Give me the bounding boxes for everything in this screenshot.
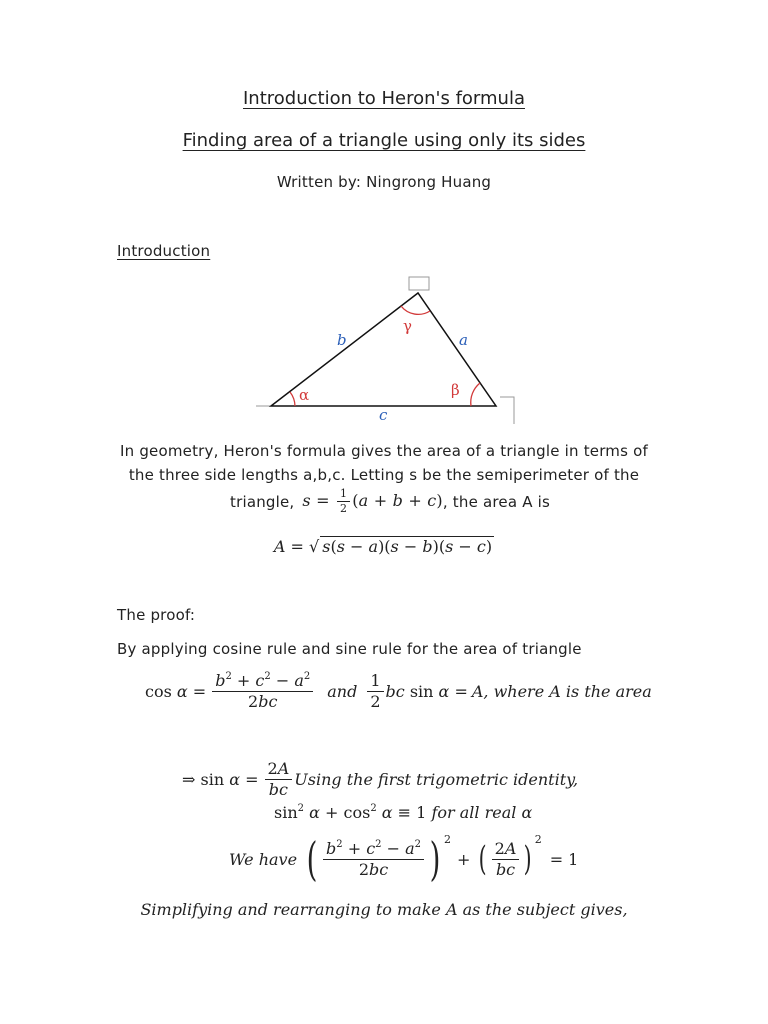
intro-line-3-prefix: triangle, [230,492,295,511]
cosine-rule-equation: cos α = $\frac{b^2 + c^2 - a^2}{2bc}$ and $\frac{1}{2}$ bc sin α = A, where A is the area [145,671,652,711]
we-have-text: We have [229,849,298,869]
semiperimeter-formula: s = $\frac{1}{2}$ (a + b + c) [302,487,443,516]
for-all-real-text: for all real α [431,803,533,822]
proof-line-1: By applying cosine rule and sine rule for the area of triangle [117,640,582,658]
angle-beta-arc [471,383,480,406]
author-line: Written by: Ningrong Huang [276,173,492,191]
figure-handle-top [409,277,429,290]
pythagorean-identity: $\sin^2 \alpha + \cos^2 \alpha \equiv 1$ for all real α [274,803,533,822]
simplifying-line: Simplifying and rearranging to make A as the subject gives, [140,900,628,919]
angle-gamma-arc [401,306,430,314]
where-a-is-area: A, where A is the area [471,681,652,701]
sine-equation: ⇒ sin α = $\frac{2A}{bc}$ Using the first trigometric identity, [182,759,579,799]
side-label-c: c [379,406,388,424]
side-label-b: b [337,331,347,349]
proof-heading: The proof: [117,606,196,624]
intro-line-3-suffix: , the area A is [442,492,551,511]
figure-handle-right [500,397,514,424]
intro-line-1: In geometry, Heron's formula gives the area of a triangle in terms of [120,442,648,460]
intro-line-2: the three side lengths a,b,c. Letting s be the semiperimeter of the [128,466,640,484]
we-have-equation: We have ( $\frac{b^2 + c^2 - a^2}{2bc}$ ) 2 + ( $\frac{2A}{bc}$ ) 2 = 1 [229,832,579,886]
document-title: Introduction to Heron's formula [242,88,525,109]
intro-line-3 [230,488,550,515]
identity-text: Using the first trigometric identity, [294,769,579,789]
angle-label-alpha: α [299,386,310,404]
angle-label-beta: β [451,381,460,399]
triangle-figure [0,0,768,440]
angle-label-gamma: γ [403,317,412,335]
document-subtitle: Finding area of a triangle using only its sides [182,130,586,151]
side-label-a: a [459,331,468,349]
section-heading-introduction: Introduction [117,242,211,260]
and-word: and [327,681,358,701]
herons-formula: A = √ s(s − a)(s − b)(s − c) [273,537,493,556]
angle-alpha-arc [290,392,295,406]
